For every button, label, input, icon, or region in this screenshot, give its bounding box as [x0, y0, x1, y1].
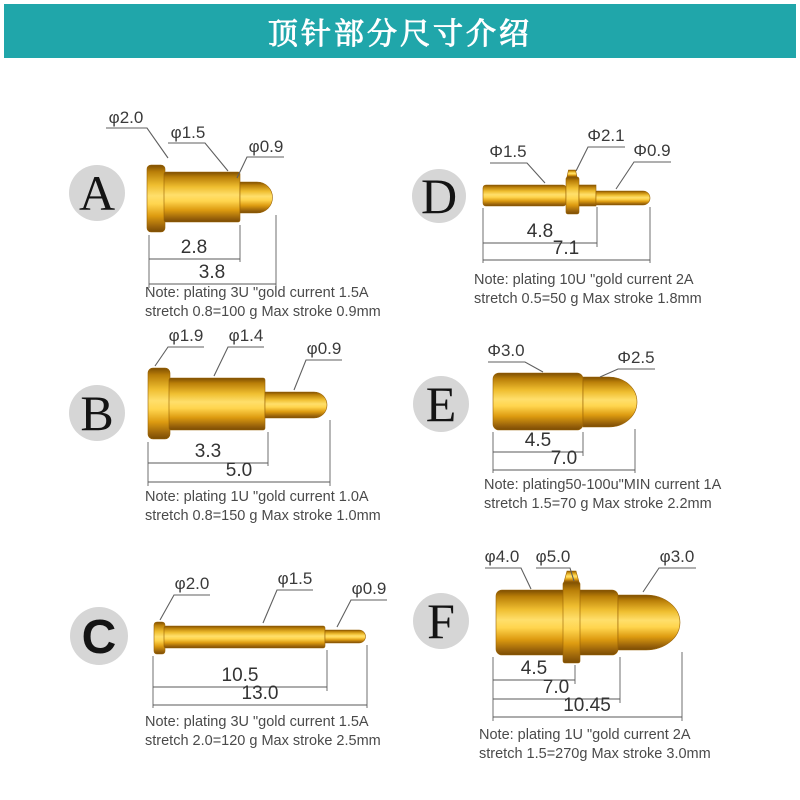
leader-line [488, 362, 543, 372]
leader-line [168, 143, 228, 171]
pin-tip [325, 630, 366, 643]
pin-flange [147, 165, 165, 232]
dimension-value: 10.45 [563, 695, 611, 716]
dimension-value: 7.0 [550, 448, 578, 469]
pin-body [496, 590, 618, 655]
page-title: 顶针部分尺寸介绍 [268, 17, 532, 52]
panel-e [413, 341, 722, 512]
note-line-1: Note: plating 3U "gold current 1.5A [145, 285, 369, 301]
diameter-label: φ1.9 [168, 326, 204, 345]
diameter-label: Φ3.0 [487, 341, 525, 360]
pin-tip [596, 191, 650, 205]
pin-flange [148, 368, 170, 439]
note-line-1: Note: plating 3U "gold current 1.5A [145, 714, 369, 730]
pin-drawing [147, 165, 273, 232]
note-line-2: stretch 0.8=150 g Max stroke 1.0mm [145, 508, 381, 524]
note-line-2: stretch 0.8=100 g Max stroke 0.9mm [145, 304, 381, 320]
diameter-label: φ0.9 [248, 137, 284, 156]
note-line-2: stretch 1.5=270g Max stroke 3.0mm [479, 746, 711, 762]
pin-body [483, 185, 566, 206]
dimension-value: 4.5 [524, 430, 552, 451]
pin-drawing [496, 571, 680, 663]
diameter-label: φ1.4 [228, 326, 264, 345]
leader-line [490, 163, 545, 183]
pin-body [164, 172, 240, 222]
diameter-label: φ1.5 [277, 569, 313, 588]
diameter-label: Φ2.1 [587, 126, 625, 145]
dimension-value: 4.5 [520, 658, 548, 679]
leader-line [576, 147, 625, 171]
leader-line [485, 568, 531, 589]
pin-body [169, 378, 265, 430]
leader-line [263, 590, 313, 623]
pin-drawing [154, 622, 366, 654]
variant-letter: C [81, 611, 117, 664]
leader-line [214, 347, 264, 376]
leader-line [616, 162, 671, 189]
dimension-value: 7.0 [542, 677, 570, 698]
note-line-1: Note: plating 1U "gold current 1.0A [145, 489, 369, 505]
panel-c [70, 569, 387, 749]
diameter-label: φ0.9 [351, 579, 387, 598]
dimension-value: 2.8 [180, 237, 208, 258]
variant-letter: D [420, 168, 458, 224]
diameter-label: φ2.0 [108, 108, 144, 127]
note-line-2: stretch 1.5=70 g Max stroke 2.2mm [484, 496, 712, 512]
leader-line [160, 595, 210, 620]
pin-flange [154, 622, 165, 654]
leader-line [337, 600, 387, 627]
diameter-label: φ4.0 [484, 547, 520, 566]
pin-plunger [583, 377, 637, 427]
panel-f [413, 547, 711, 762]
note-line-1: Note: plating50-100u"MIN current 1A [484, 477, 722, 493]
diameter-label: Φ1.5 [489, 142, 527, 161]
leader-line [155, 347, 204, 366]
pin-body [164, 626, 325, 648]
diameter-label: φ0.9 [306, 339, 342, 358]
dimension-value: 10.5 [221, 665, 259, 686]
pin-collar [566, 177, 579, 214]
pin-nub [567, 170, 577, 177]
pin-plunger [618, 595, 680, 650]
variant-letter: E [425, 376, 457, 432]
diameter-label: Φ0.9 [633, 141, 671, 160]
dimension-value: 3.8 [198, 262, 226, 283]
pin-drawing [493, 373, 637, 430]
pin-tip [240, 182, 273, 213]
note-line-1: Note: plating 10U "gold current 2A [474, 272, 694, 288]
leader-line [600, 369, 655, 377]
dimension-value: 13.0 [241, 683, 279, 704]
leader-line [106, 128, 168, 158]
panel-a [69, 108, 381, 320]
panel-d [412, 126, 702, 307]
diameter-label: φ1.5 [170, 123, 206, 142]
leader-line [643, 568, 696, 592]
leader-line [237, 157, 284, 178]
variant-letter: A [78, 165, 116, 221]
pin-drawing [483, 170, 650, 214]
diameter-label: Φ2.5 [617, 348, 655, 367]
note-line-2: stretch 0.5=50 g Max stroke 1.8mm [474, 291, 702, 307]
dimension-value: 7.1 [552, 238, 580, 259]
panel-b [69, 326, 381, 524]
pin-body [493, 373, 583, 430]
note-line-1: Note: plating 1U "gold current 2A [479, 727, 691, 743]
dimension-value: 4.8 [526, 221, 554, 242]
pin-drawing [148, 368, 327, 439]
diameter-label: φ2.0 [174, 574, 210, 593]
variant-letter: F [427, 593, 455, 649]
pin-body-2 [579, 185, 596, 206]
variant-letter: B [80, 385, 114, 441]
dimension-value: 5.0 [225, 460, 253, 481]
diameter-label: φ5.0 [535, 547, 571, 566]
note-line-2: stretch 2.0=120 g Max stroke 2.5mm [145, 733, 381, 749]
leader-line [294, 360, 342, 390]
pin-collar [563, 582, 580, 663]
diameter-label: φ3.0 [659, 547, 695, 566]
dimension-value: 3.3 [194, 441, 222, 462]
pin-tip [265, 392, 327, 418]
